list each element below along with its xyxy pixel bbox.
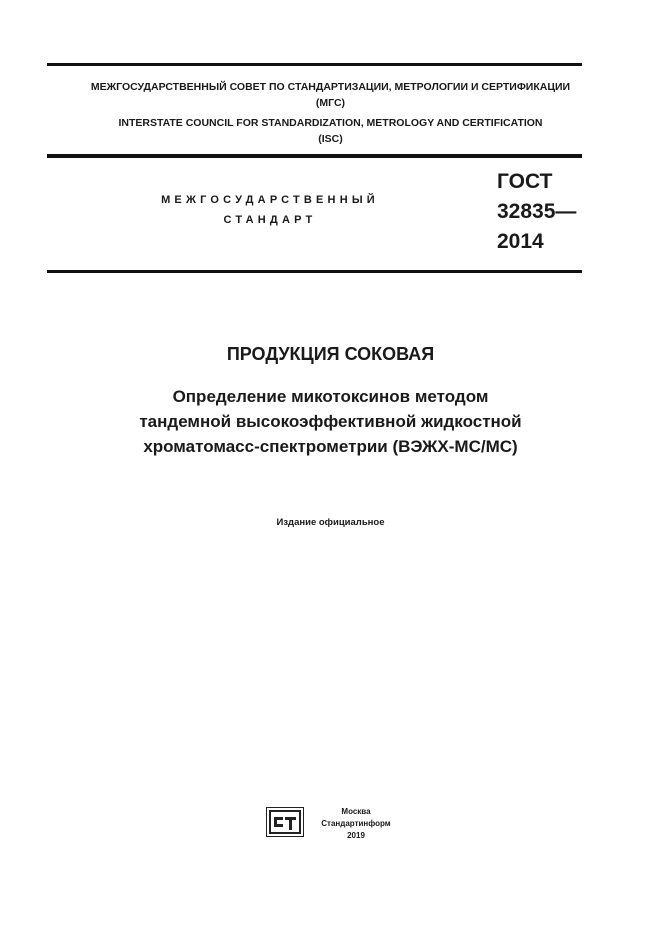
- council-ru-line2: (МГС): [315, 97, 346, 109]
- document-subtitle: [0, 384, 661, 459]
- council-header: [0, 79, 661, 111]
- header-bottom-rule: [47, 154, 582, 158]
- top-rule: [47, 63, 582, 66]
- gost-designation: [497, 167, 576, 257]
- document-title: ПРОДУКЦИЯ СОКОВАЯ: [226, 344, 435, 364]
- council-header-en: [0, 115, 661, 147]
- subtitle-line2: тандемной высокоэффективной жидкостной: [139, 412, 522, 431]
- publisher-year: 2019: [347, 831, 365, 840]
- publisher-name: Стандартинформ: [321, 819, 391, 828]
- council-ru-line1: МЕЖГОСУДАРСТВЕННЫЙ СОВЕТ ПО СТАНДАРТИЗАЦИИ, МЕТРОЛОГИИ И СЕРТИФИКАЦИИ: [90, 81, 571, 93]
- publisher-city: Москва: [341, 807, 371, 816]
- council-en-line1: INTERSTATE COUNCIL FOR STANDARDIZATION, METROLOGY AND CERTIFICATION: [118, 117, 543, 129]
- edition-label: Издание официальное: [276, 517, 385, 528]
- subtitle-line3: хроматомасс-спектрометрии (ВЭЖХ-МС/МС): [143, 437, 518, 456]
- subtitle-line1: Определение микотоксинов методом: [172, 387, 489, 406]
- publisher-info: [310, 806, 402, 842]
- council-en-line2: (ISC): [318, 133, 343, 145]
- gost-line3: 2014: [497, 230, 544, 253]
- standard-type-line2: СТАНДАРТ: [223, 214, 317, 226]
- standard-type-line1: МЕЖГОСУДАРСТВЕННЫЙ: [161, 194, 379, 206]
- standartinform-logo-icon: [266, 807, 304, 837]
- gost-line1: ГОСТ: [497, 170, 553, 193]
- designation-bottom-rule: [47, 270, 582, 273]
- gost-line2: 32835—: [497, 200, 577, 223]
